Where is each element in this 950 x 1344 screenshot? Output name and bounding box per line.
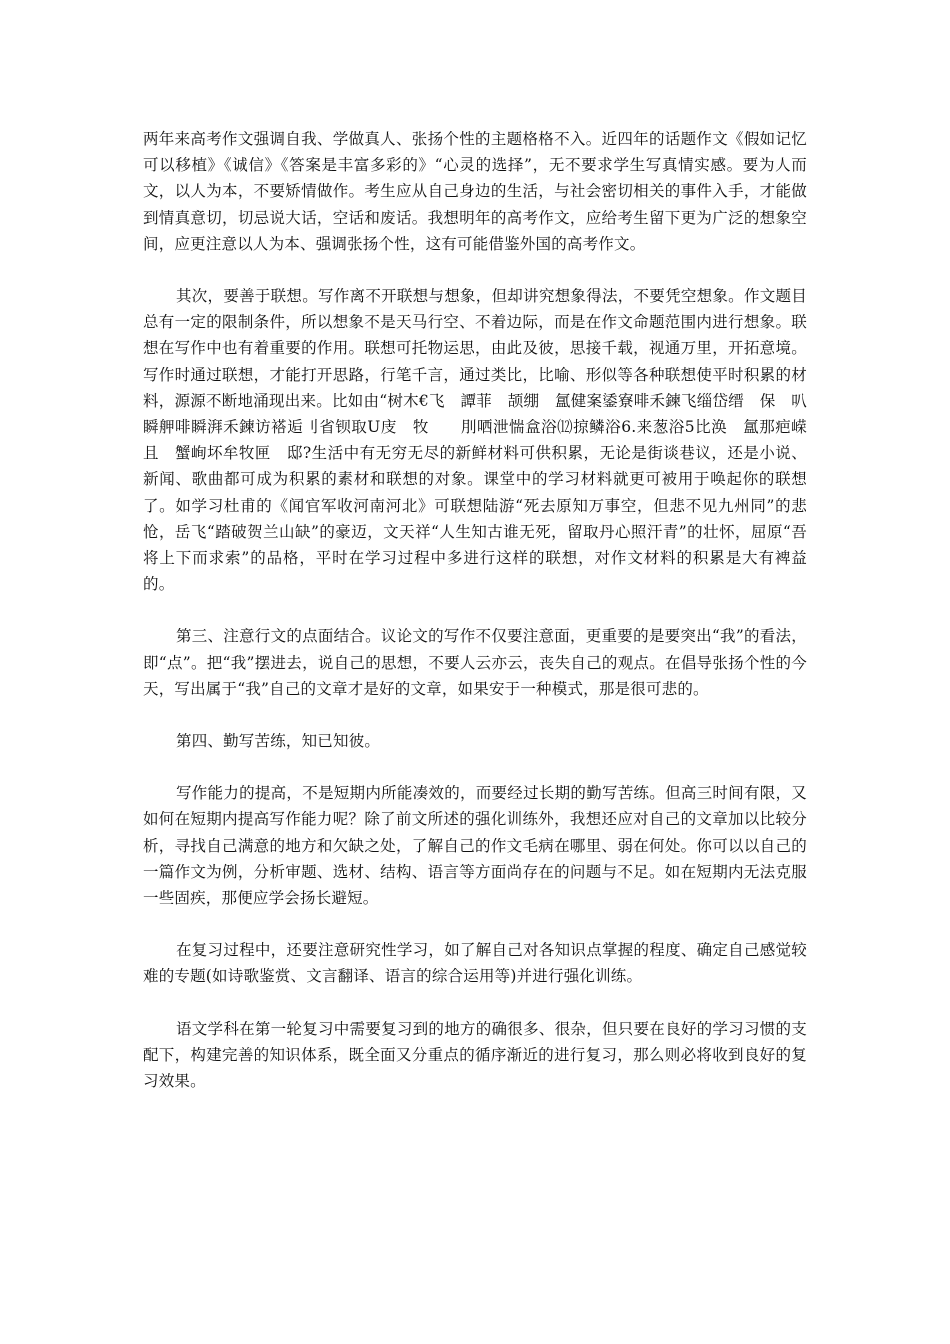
paragraph-6: 在复习过程中，还要注意研究性学习，如了解自己对各知识点掌握的程度、确定自己感觉较难的专题(如诗歌鉴赏、文言翻译、语言的综合运用等)并进行强化训练。 [143,941,807,986]
paragraph-5: 写作能力的提高，不是短期内所能凑效的，而要经过长期的勤写苦练。但高三时间有限，又如何在短期内提高写作能力呢？除了前文所述的强化训练外，我想还应对自己的文章加以比较分析，寻找自己满意的地方和欠缺之处，了解自己的作文毛病在哪里、弱在何处。你可以以自己的一篇作文为例，分析审题、选材、结构、语言等方面尚存在的问题与不足。如在短期内无法克服一些固疾，那便应学会扬长避短。 [143,784,807,908]
document-body [143,126,807,1120]
paragraph-2: 其次，要善于联想。写作离不开联想与想象，但却讲究想象得法，不要凭空想象。作文题目总有一定的限制条件，所以想象不是天马行空、不着边际，而是在作文命题范围内进行想象。联想在写作中也有着重要的作用。联想可托物运思，由此及彼，思接千载，视通万里，开拓意境。写作时通过联想，才能打开思路，行笔千言，通过类比，比喻、形似等各种联想使平时积累的材料，源源不断地涌现出来。比如由“树木€飞 譚菲 颉绷 氲健案鋈寮啡禾鍊飞缁岱缙 保 叭瞬舺啡瞬湃禾鍊访褡逅刂省钡取U庋 牧 刖哂泄惴盒浴⑿掠鳞浴6.来葱浴5比涣 氲那疤嵘且 蟹峋坏牟牧匣 邸?生活中有无穷无尽的新鲜材料可供积累，无论是街谈巷议，还是小说、新闻、歌曲都可成为积累的素材和联想的对象。课堂中的学习材料就更可被用于唤起你的联想了。如学习杜甫的《闻官军收河南河北》可联想陆游“死去原知万事空，但悲不见九州同”的悲怆，岳飞“踏破贺兰山缺”的豪迈，文天祥“人生知古谁无死，留取丹心照汗青”的壮怀，屈原“吾将上下而求索”的品格，平时在学习过程中多进行这样的联想，对作文材料的积累是大有裨益的。 [143,287,807,594]
paragraph-7: 语文学科在第一轮复习中需要复习到的地方的确很多、很杂，但只要在良好的学习习惯的支配下，构建完善的知识体系，既全面又分重点的循序渐近的进行复习，那么则必将收到良好的复习效果。 [143,1019,807,1091]
paragraph-4: 第四、勤写苦练，知已知彼。 [176,732,381,751]
paragraph-1: 两年来高考作文强调自我、学做真人、张扬个性的主题格格不入。近四年的话题作文《假如记忆可以移植》《诚信》《答案是丰富多彩的》“心灵的选择”，无不要求学生写真情实感。要为人而文，以人为本，不要矫情做作。考生应从自己身边的生活，与社会密切相关的事件入手，才能做到情真意切，切忌说大话，空话和废话。我想明年的高考作文，应给考生留下更为广泛的想象空间，应更注意以人为本、强调张扬个性，这有可能借鉴外国的高考作文。 [143,130,807,253]
paragraph-3: 第三、注意行文的点面结合。议论文的写作不仅要注意面，更重要的是要突出“我”的看法，即“点”。把“我”摆进去，说自己的思想，不要人云亦云，丧失自己的观点。在倡导张扬个性的今天，写出属于“我”自己的文章才是好的文章，如果安于一种模式，那是很可悲的。 [143,627,807,698]
